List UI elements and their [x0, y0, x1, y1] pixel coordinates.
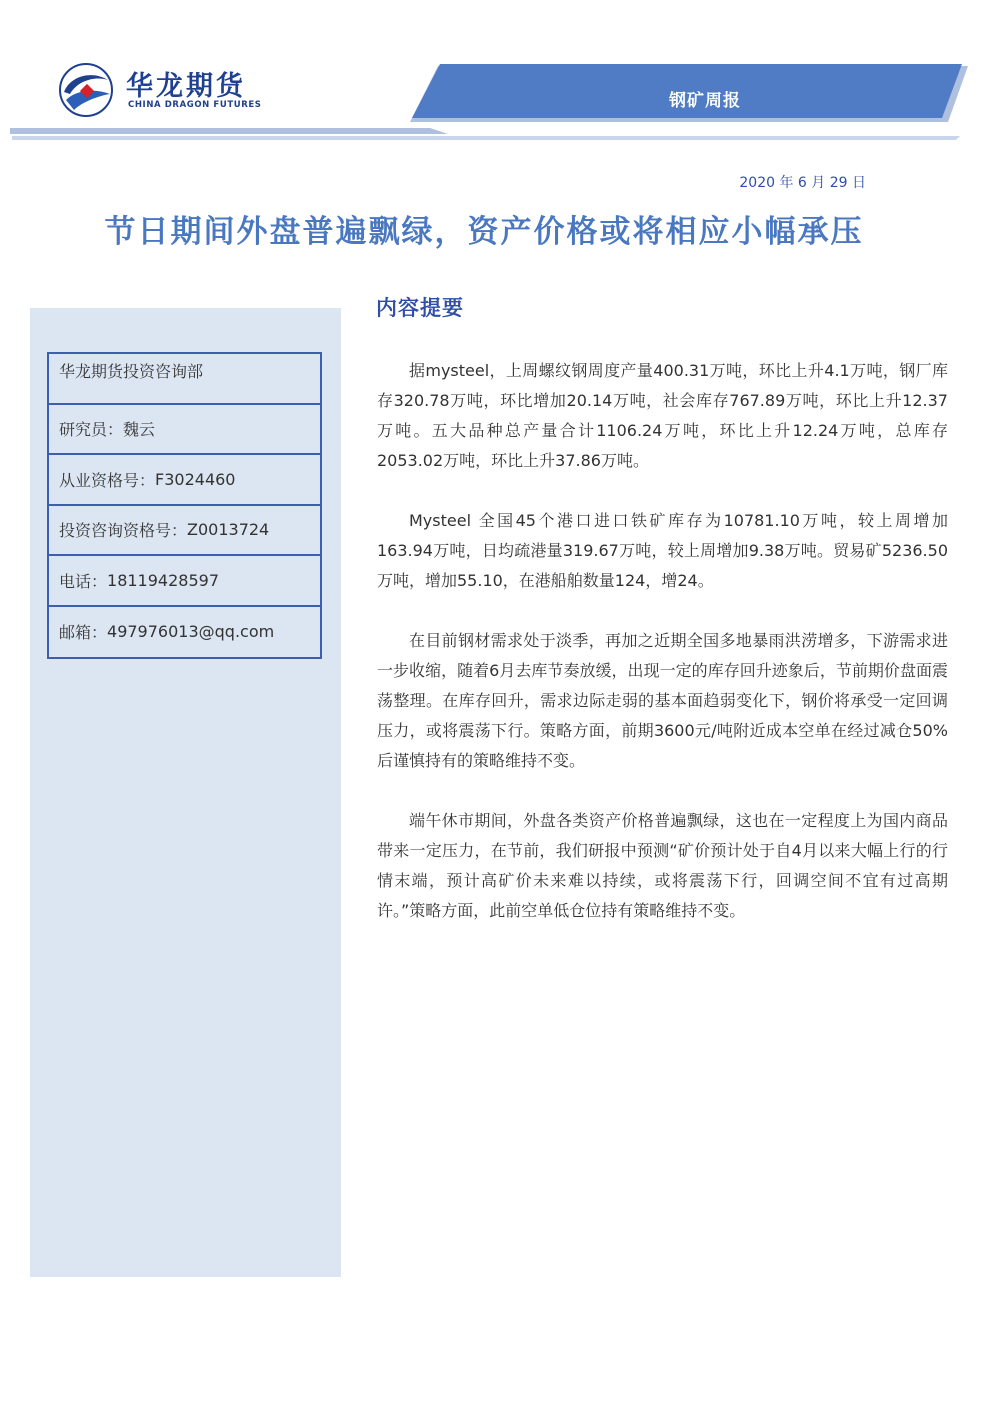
phone-label: 电话： [59, 571, 108, 591]
summary-paragraph: 端午休市期间，外盘各类资产价格普遍飘绿，这也在一定程度上为国内商品带来一定压力，在节前，我们研报中预测“矿价预计处于自4月以来大幅上行的行情末端，预计高矿价未来难以持续，或将震荡下行，回调空间不宜有过高期许。”策略方面，此前空单低仓位持有策略维持不变。 [377, 811, 948, 920]
summary-heading: 内容提要 [376, 295, 464, 320]
email-value[interactable]: 497976013@qq.com [107, 622, 275, 642]
consulting-license-label: 投资咨询资格号： [59, 521, 188, 541]
page-title: 节日期间外盘普遍飘绿，资产价格或将相应小幅承压 [104, 214, 864, 250]
summary-paragraph: Mysteel 全国45个港口进口铁矿库存为10781.10万吨，较上周增加163.94万吨，日均疏港量319.67万吨，较上周增加9.38万吨。贸易矿5236.50万吨，增加55.10，在港船舶数量124，增24。 [377, 511, 948, 590]
analyst-info-box [47, 352, 322, 659]
phone-value: 18119428597 [107, 570, 219, 590]
report-date: 2020 年 6 月 29 日 [739, 175, 866, 191]
summary-paragraph: 在目前钢材需求处于淡季，再加之近期全国多地暴雨洪涝增多，下游需求进一步收缩，随着6月去库节奏放缓，出现一定的库存回升迹象后，节前期价盘面震荡整理。在库存回升，需求边际走弱的基本面趋弱变化下，钢价将承受一定回调压力，或将震荡下行。策略方面，前期3600元/吨附近成本空单在经过减仓50%后谨慎持有的策略维持不变。 [377, 631, 948, 770]
researcher-value: 魏云 [123, 420, 156, 440]
header-band [0, 60, 992, 140]
brand-name-cn: 华龙期货 [126, 71, 246, 102]
brand-name-en: CHINA DRAGON FUTURES [128, 100, 262, 110]
license-label: 从业资格号： [59, 470, 156, 490]
department-row [49, 354, 320, 405]
summary-content [377, 356, 948, 956]
license-value: F3024460 [155, 469, 236, 489]
consulting-license-row [49, 506, 320, 557]
consulting-license-value: Z0013724 [187, 520, 270, 540]
researcher-row [49, 405, 320, 456]
email-label: 邮箱： [59, 623, 108, 643]
researcher-label: 研究员： [59, 420, 124, 440]
phone-row [49, 556, 320, 607]
license-row [49, 455, 320, 506]
summary-paragraph: 据mysteel，上周螺纹钢周度产量400.31万吨，环比上升4.1万吨，钢厂库存320.78万吨，环比增加20.14万吨，社会库存767.89万吨，环比上升12.37万吨。五大品种总产量合计1106.24万吨，环比上升12.24万吨，总库存2053.02万吨，环比上升37.86万吨。 [377, 361, 948, 470]
email-row [49, 607, 320, 658]
department-label: 华龙期货投资咨询部 [59, 362, 204, 381]
report-type-label: 钢矿周报 [669, 91, 741, 111]
